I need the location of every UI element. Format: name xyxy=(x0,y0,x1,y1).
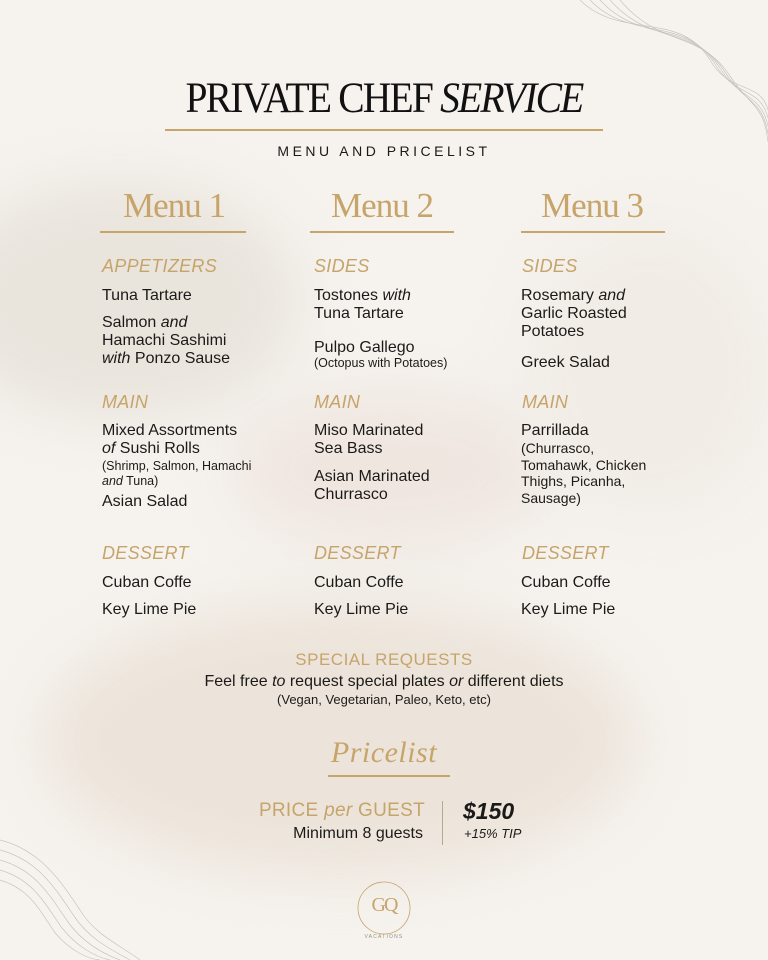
menu-3-item-note: (Churrasco, Tomahawk, Chicken Thighs, Picanha, Sausage) xyxy=(521,440,647,506)
menu-2-item: Tostones with Tuna Tartare xyxy=(314,287,411,322)
page-subtitle: MENU AND PRICELIST xyxy=(277,143,491,159)
menu-1-section-main: MAIN xyxy=(102,392,149,412)
logo-ring-text: VACATIONS xyxy=(364,934,404,940)
menu-1-item: Asian Salad xyxy=(102,493,188,510)
tip-note: +15% TIP xyxy=(464,826,522,841)
menu-2-item: Key Lime Pie xyxy=(314,601,409,618)
page-title xyxy=(31,74,738,123)
menu-2-section-dessert: DESSERT xyxy=(314,543,401,563)
price-value: $150 xyxy=(463,798,515,824)
special-requests-note: (Vegan, Vegetarian, Paleo, Keto, etc) xyxy=(277,692,491,707)
menu-1-divider xyxy=(100,231,246,233)
menu-2-heading: Menu 2 xyxy=(331,186,433,225)
menu-2-item: Pulpo Gallego xyxy=(314,339,415,356)
menu-3-item: Rosemary and Garlic Roasted Potatoes xyxy=(521,287,627,340)
special-requests-title: SPECIAL REQUESTS xyxy=(295,650,473,669)
menu-2-item: Cuban Coffe xyxy=(314,574,404,591)
menu-1-item: Tuna Tartare xyxy=(102,287,192,304)
menu-1-item: Cuban Coffe xyxy=(102,574,192,591)
pricelist-title: Pricelist xyxy=(330,736,438,769)
menu-2-item-note: (Octopus with Potatoes) xyxy=(314,356,448,370)
menu-3-divider xyxy=(521,231,665,233)
pricelist-divider xyxy=(328,775,450,777)
menu-3-item: Cuban Coffe xyxy=(521,574,611,591)
menu-3-item: Greek Salad xyxy=(521,354,610,371)
menu-2-item: Miso Marinated Sea Bass xyxy=(314,422,424,457)
menu-2-item: Asian Marinated Churrasco xyxy=(314,468,430,503)
minimum-guests: Minimum 8 guests xyxy=(293,825,423,842)
menu-1-item: Salmon and Hamachi Sashimi with Ponzo Sause xyxy=(102,314,231,367)
logo-letters: GQ xyxy=(371,894,397,916)
menu-1-item: Key Lime Pie xyxy=(102,601,197,618)
menu-3-heading: Menu 3 xyxy=(541,186,643,225)
menu-1-item: Mixed Assortments of Sushi Rolls xyxy=(102,422,238,457)
title-main: PRIVATE CHEF xyxy=(185,75,441,122)
menu-2-section-sides: SIDES xyxy=(314,256,370,276)
price-label: PRICE per GUEST xyxy=(258,800,425,821)
menu-3-section-main: MAIN xyxy=(522,392,569,412)
special-requests-text: Feel free to request special plates or different diets xyxy=(204,673,564,690)
menu-1-item-note: (Shrimp, Salmon, Hamachi and Tuna) xyxy=(102,459,252,488)
menu-2-divider xyxy=(310,231,454,233)
brand-logo xyxy=(356,880,412,940)
menu-3-item: Key Lime Pie xyxy=(521,601,616,618)
menu-2-section-main: MAIN xyxy=(314,392,361,412)
menu-3-section-sides: SIDES xyxy=(522,256,578,276)
menu-1-section-dessert: DESSERT xyxy=(102,543,189,563)
title-italic: SERVICE xyxy=(440,75,583,122)
title-divider xyxy=(165,129,603,131)
menu-3-item: Parrillada xyxy=(521,422,589,439)
menu-1-section-appetizers: APPETIZERS xyxy=(102,256,218,276)
menu-3-section-dessert: DESSERT xyxy=(522,543,609,563)
price-divider xyxy=(442,801,443,845)
menu-1-heading: Menu 1 xyxy=(123,186,225,225)
